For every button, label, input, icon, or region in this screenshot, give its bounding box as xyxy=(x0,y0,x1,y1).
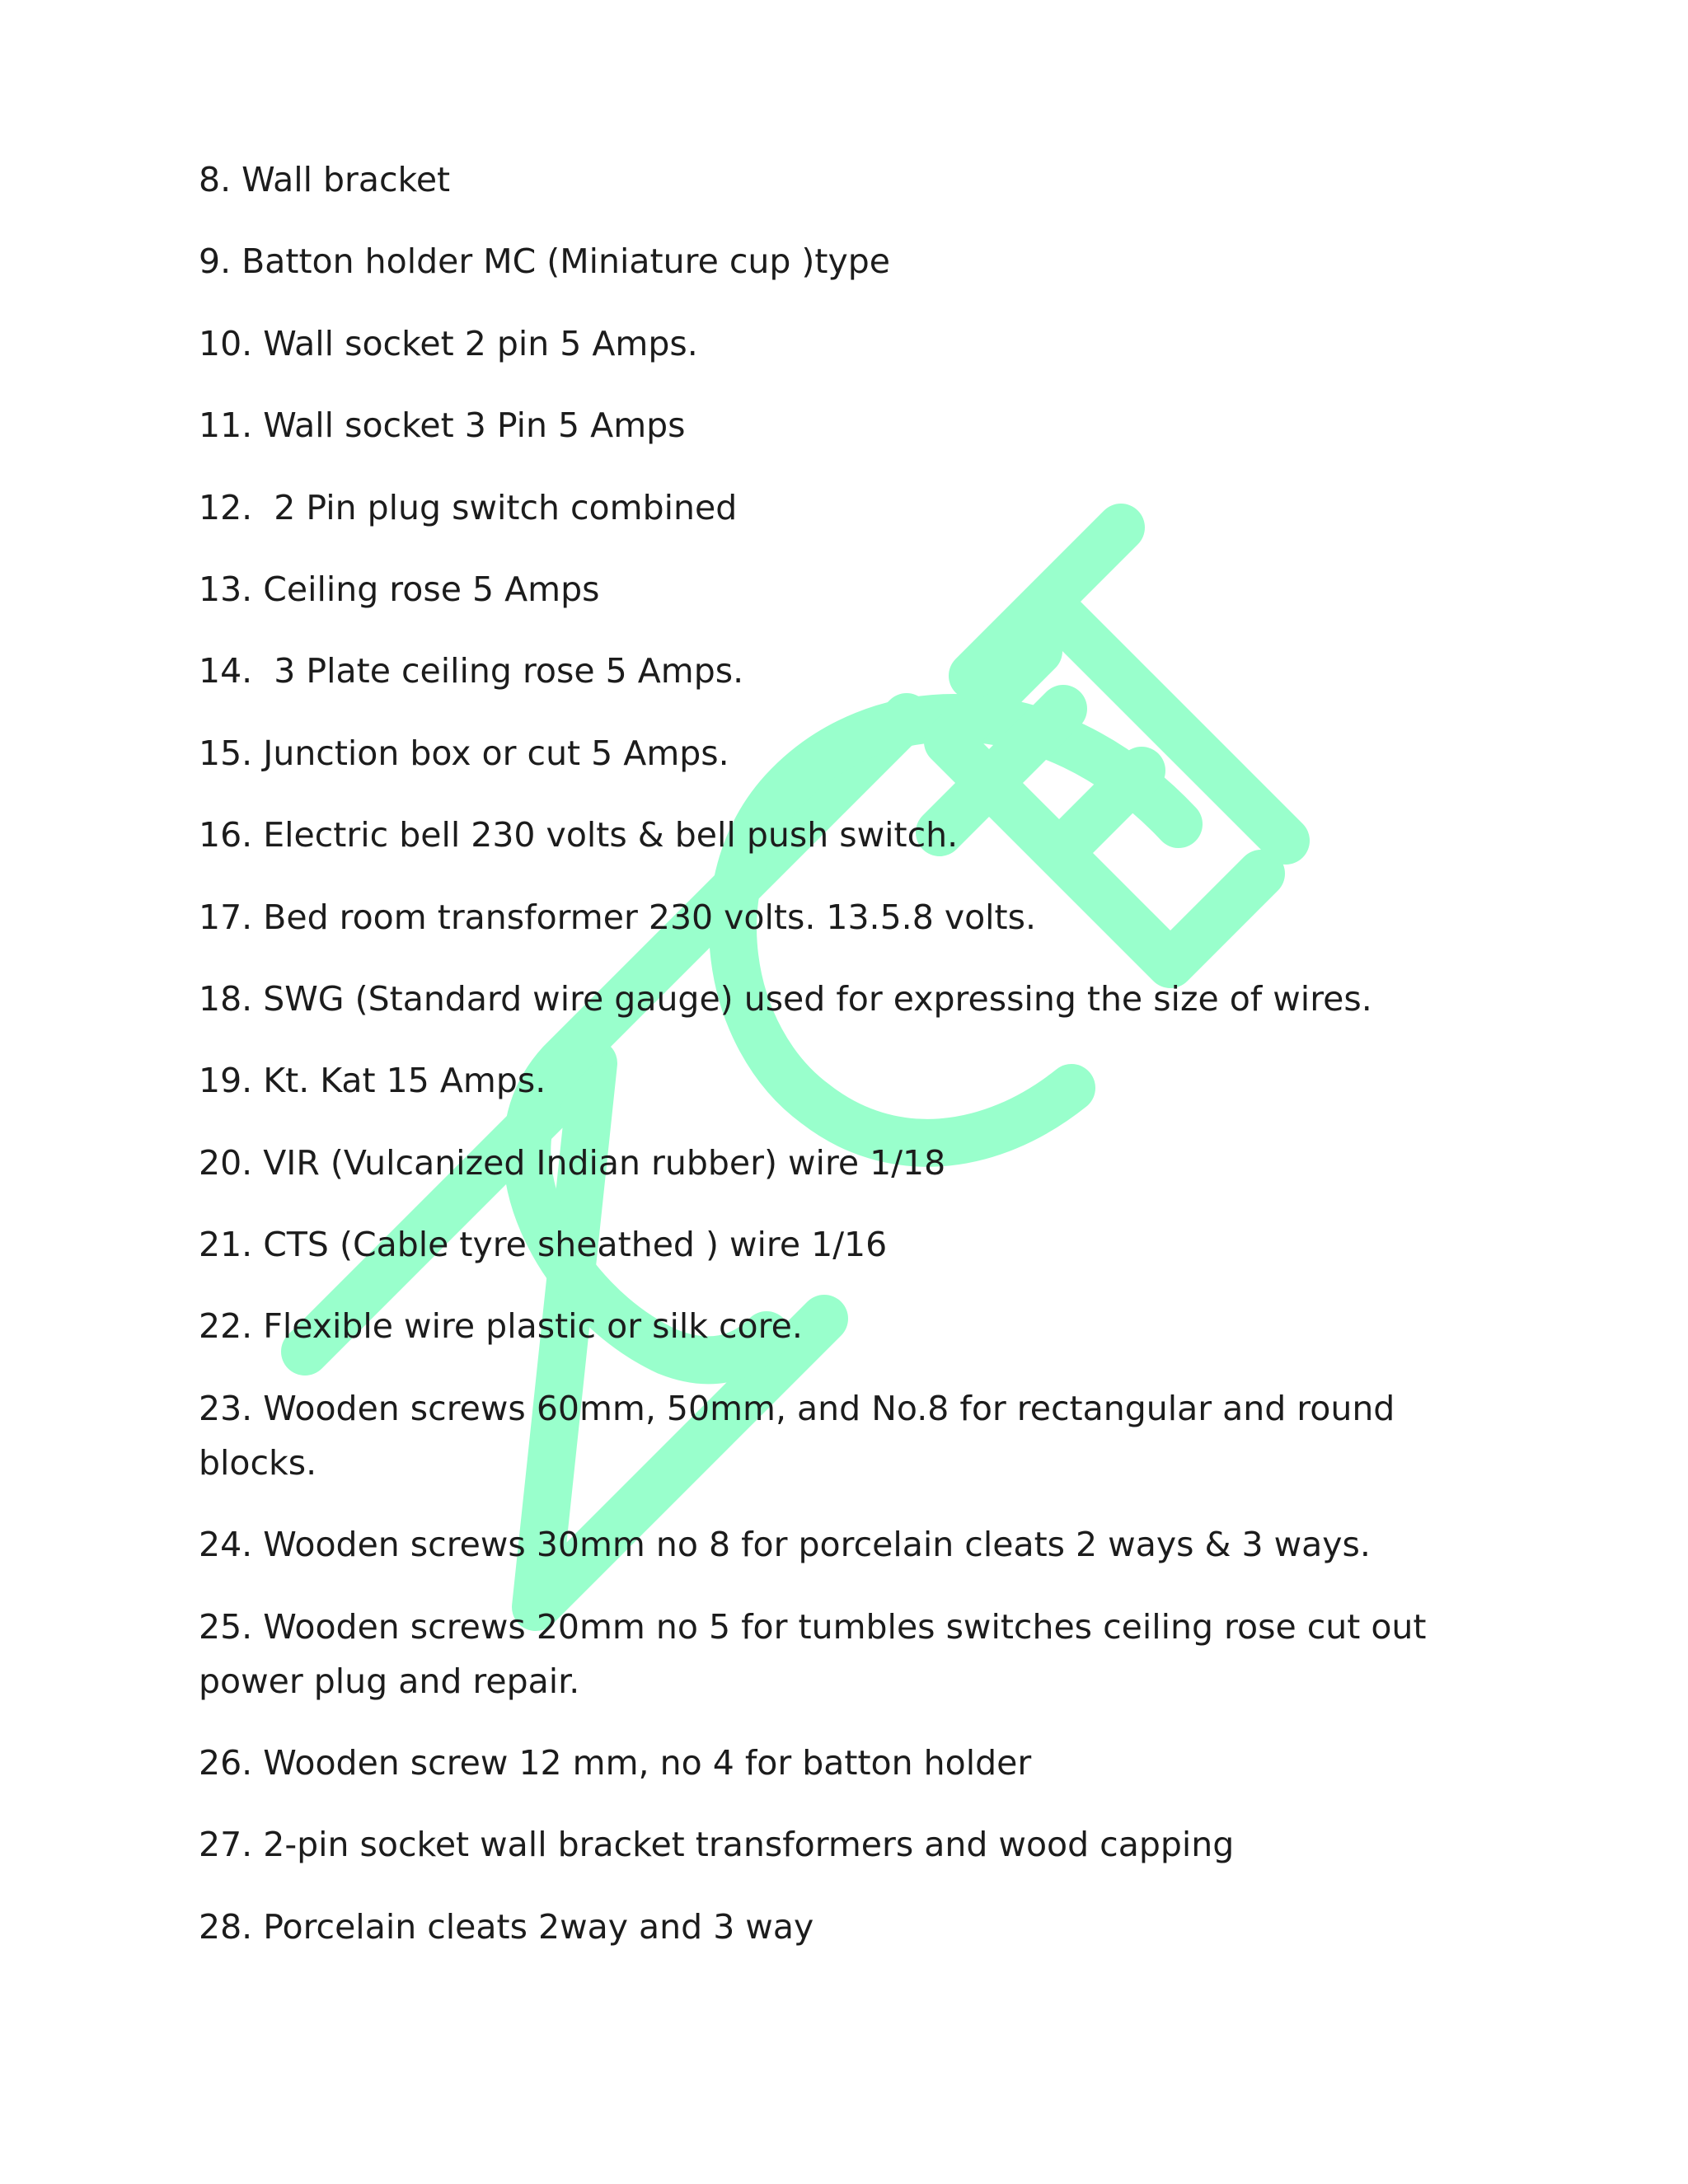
list-item: 16. Electric bell 230 volts & bell push switch. xyxy=(199,815,959,855)
list-item: 27. 2-pin socket wall bracket transformers and wood capping xyxy=(199,1825,1235,1865)
list-item: 21. CTS (Cable tyre sheathed ) wire 1/16 xyxy=(199,1225,888,1265)
list-item: 22. Flexible wire plastic or silk core. xyxy=(199,1306,803,1347)
list-item: 18. SWG (Standard wire gauge) used for expressing the size of wires. xyxy=(199,978,1372,1019)
list-item: 9. Batton holder MC (Miniature cup )type xyxy=(199,241,890,282)
list-item: 23. Wooden screws 60mm, 50mm, and No.8 for rectangular and round blocks. xyxy=(199,1388,1417,1483)
list-item: 8. Wall bracket xyxy=(199,160,451,199)
list-item: 13. Ceiling rose 5 Amps xyxy=(199,569,600,609)
list-item: 15. Junction box or cut 5 Amps. xyxy=(199,733,729,773)
list-item: 14. 3 Plate ceiling rose 5 Amps. xyxy=(199,651,744,691)
list-item: 17. Bed room transformer 230 volts. 13.5.8 volts. xyxy=(199,897,1037,937)
list-item: 11. Wall socket 3 Pin 5 Amps xyxy=(199,405,686,446)
list-item: 28. Porcelain cleats 2way and 3 way xyxy=(199,1906,814,1947)
list-item: 24. Wooden screws 30mm no 8 for porcelain cleats 2 ways & 3 ways. xyxy=(199,1525,1371,1565)
list-item: 26. Wooden screw 12 mm, no 4 for batton holder xyxy=(199,1743,1032,1783)
list-item: 25. Wooden screws 20mm no 5 for tumbles switches ceiling rose cut out power plug and repair. xyxy=(199,1606,1448,1701)
list-item: 19. Kt. Kat 15 Amps. xyxy=(199,1061,546,1101)
materials-list xyxy=(199,152,1517,1981)
list-item: 10. Wall socket 2 pin 5 Amps. xyxy=(199,323,698,363)
list-item: 20. VIR (Vulcanized Indian rubber) wire 1/18 xyxy=(199,1142,946,1183)
list-item: 12. 2 Pin plug switch combined xyxy=(199,487,738,527)
